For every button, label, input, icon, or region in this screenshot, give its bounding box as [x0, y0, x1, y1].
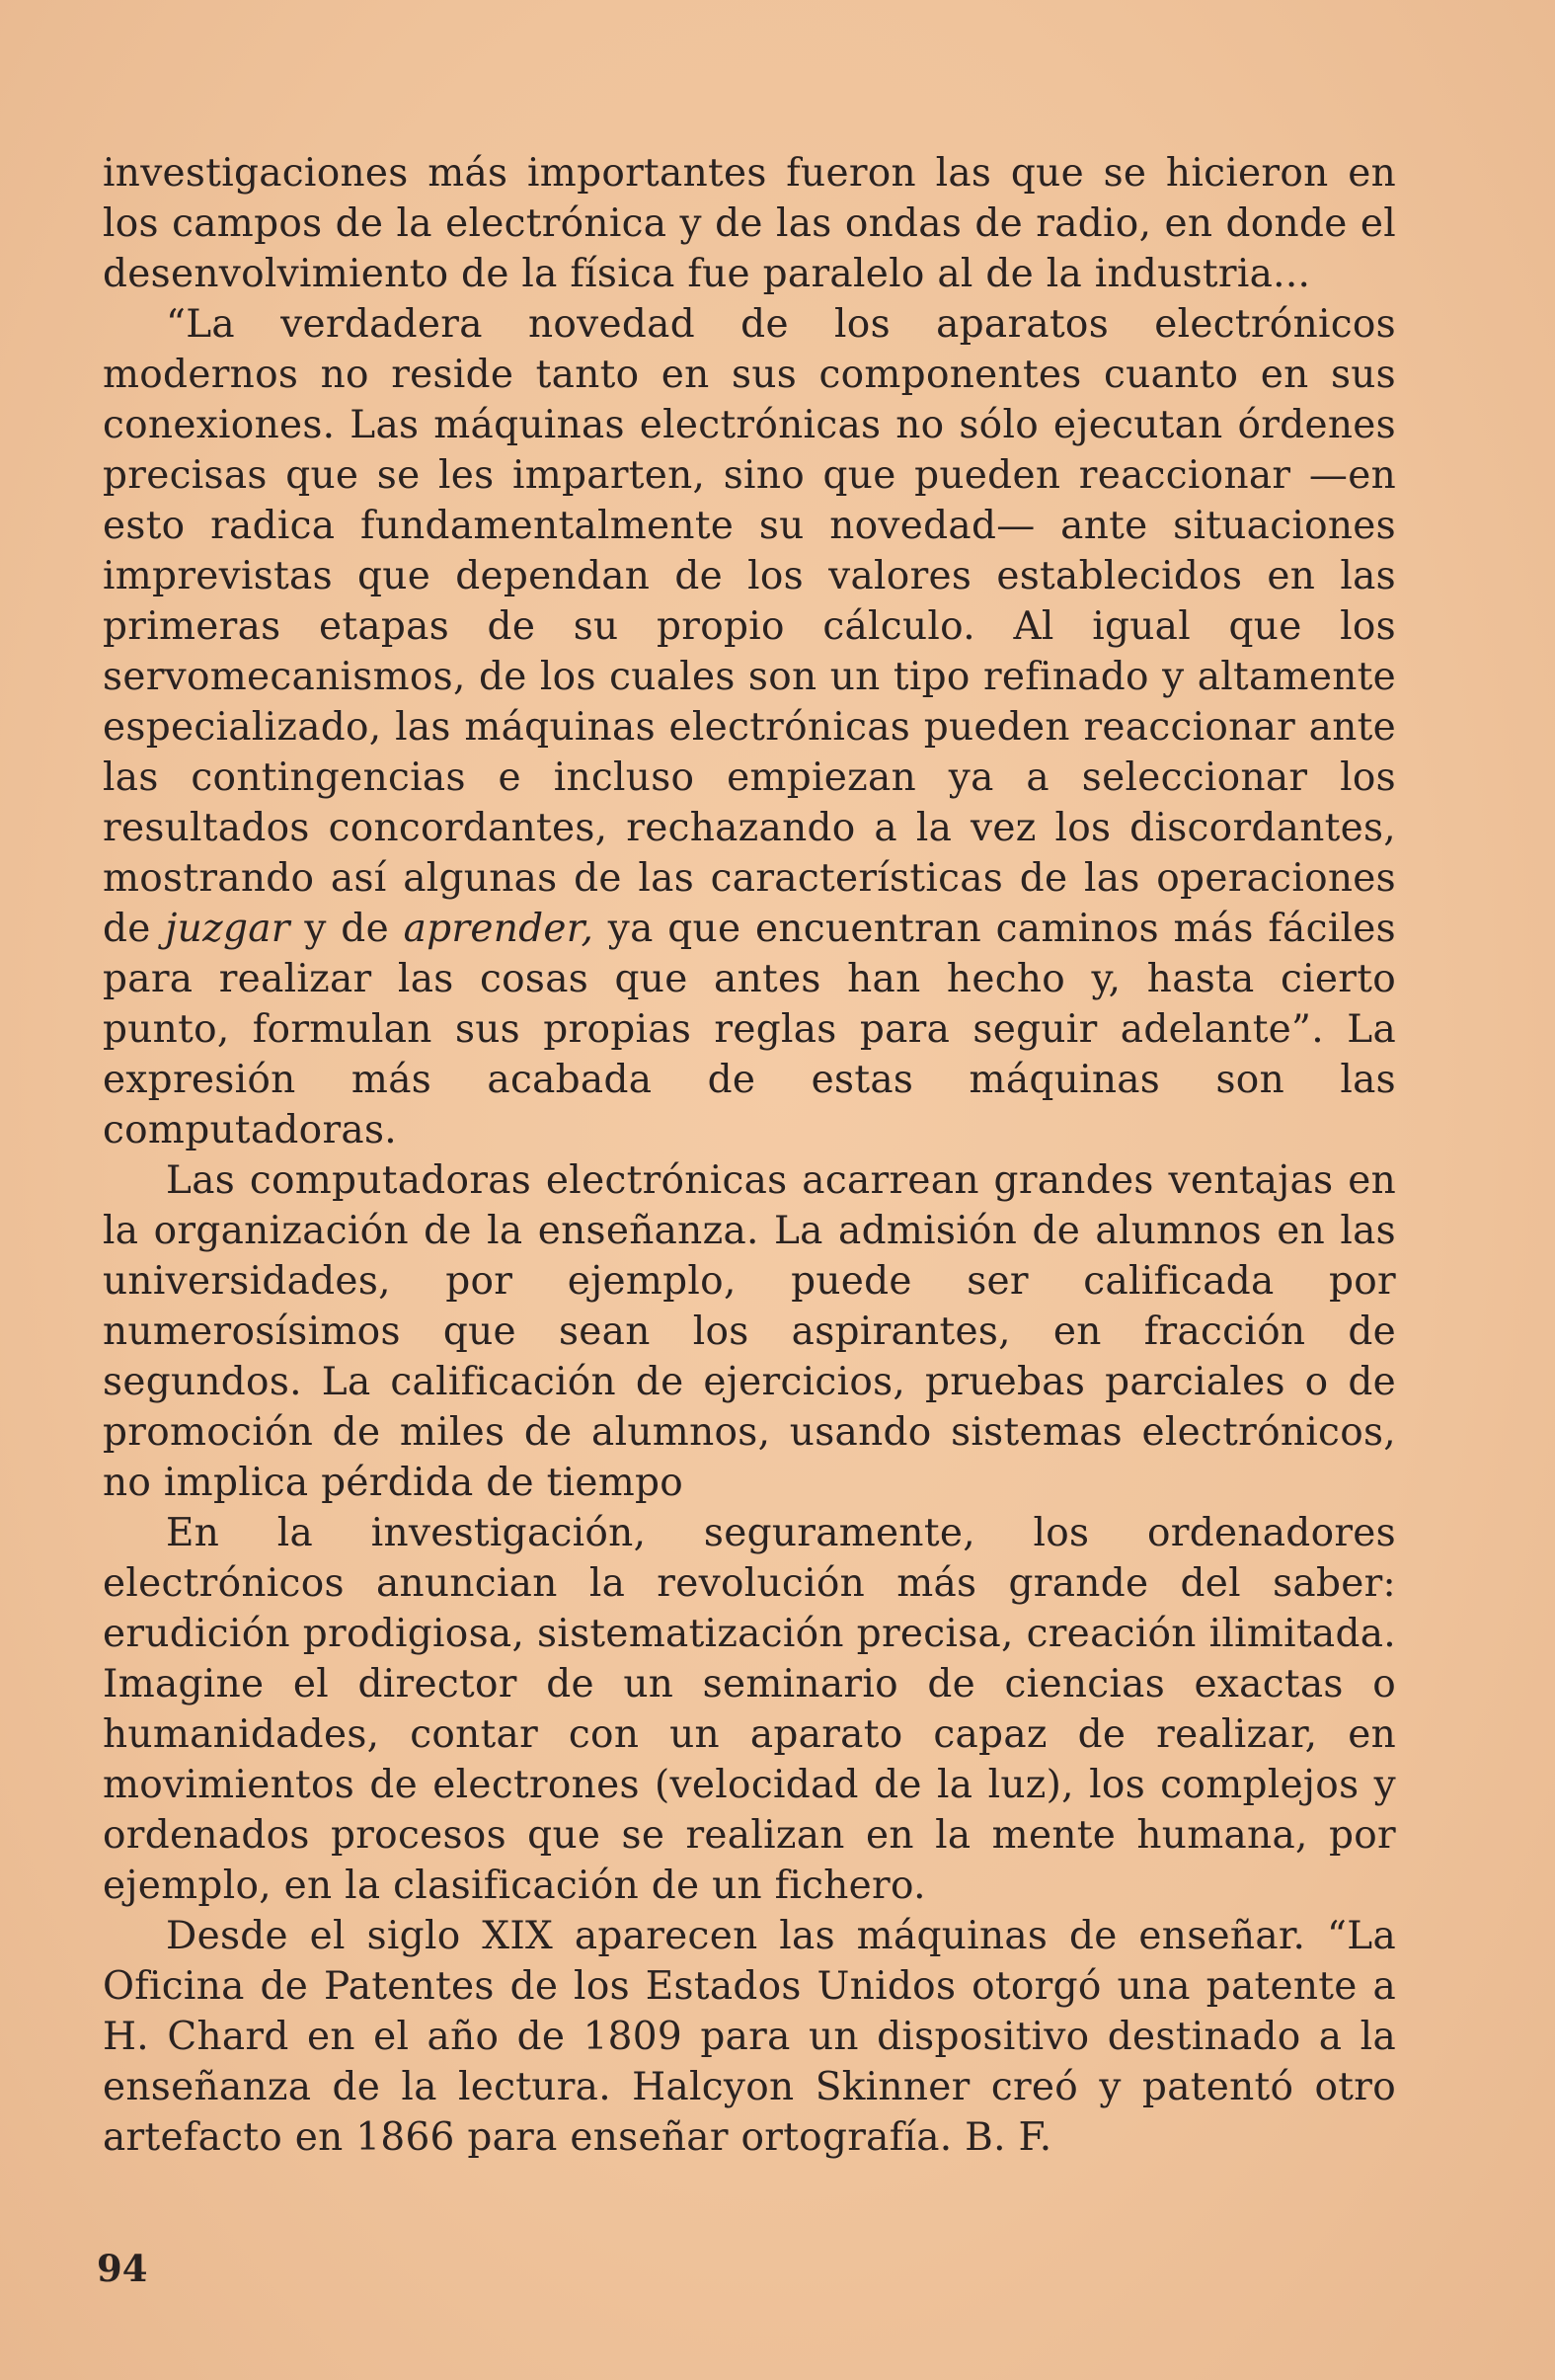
paragraph-5 [103, 1911, 1396, 2163]
body-text [103, 148, 1396, 2163]
paragraph-4 [103, 1508, 1396, 1911]
paragraph-1 [103, 148, 1396, 299]
paragraph-3 [103, 1155, 1396, 1508]
paragraph-4-text: En la investigación, seguramente, los ordenadores electrónicos anuncian la revolución más grande del saber: erudición prodigiosa, sistematización precisa, creación ilimitada. Imagine el director de un seminario de ciencias exactas o humanidades, contar con un aparato capaz de realizar, en movimientos de electrones (velocidad de la luz), los complejos y ordenados procesos que se realizan en la mente humana, por ejemplo, en la clasificación de un fichero. [103, 1511, 1396, 1908]
paragraph-5-text: Desde el siglo XIX aparecen las máquinas de enseñar. “La Oficina de Patentes de los Estados Unidos otorgó una patente a H. Chard en el año de 1809 para un dispositivo destinado a la enseñanza de la lectura. Halcyon Skinner creó y patentó otro artefacto en 1866 para enseñar ortografía. B. F. [103, 1914, 1396, 2160]
paragraph-1-text: investigaciones más importantes fueron las que se hicieron en los campos de la electrónica y de las ondas de radio, en donde el desenvolvimiento de la física fue paralelo al de la industria... [103, 151, 1396, 296]
paragraph-2 [103, 299, 1396, 1155]
paragraph-3-text: Las computadoras electrónicas acarrean grandes ventajas en la organización de la enseñanza. La admisión de alumnos en las universidades, por ejemplo, puede ser calificada por numerosísimos que sean los aspirantes, en fracción de segundos. La calificación de ejercicios, pruebas parciales o de promoción de miles de alumnos, usando sistemas electrónicos, no implica pérdida de tiempo [103, 1158, 1396, 1505]
italic-word-juzgar: juzgar [165, 907, 290, 951]
page-number: 94 [97, 2247, 148, 2290]
paragraph-2-text-c: ya que encuentran caminos más fáciles para realizar las cosas que antes han hecho y, hasta cierto punto, formulan sus propias reglas para seguir adelante”. La expresión más acabada de estas máquinas son las computadoras. [103, 907, 1396, 1152]
paragraph-2-text-a: “La verdadera novedad de los aparatos electrónicos modernos no reside tanto en sus componentes cuanto en sus conexiones. Las máquinas electrónicas no sólo ejecutan órdenes precisas que se les imparten, sino que pueden reaccionar —en esto radica fundamentalmente su novedad— ante situaciones imprevistas que dependan de los valores establecidos en las primeras etapas de su propio cálculo. Al igual que los servomecanismos, de los cuales son un tipo refinado y altamente especializado, las máquinas electrónicas pueden reaccionar ante las contingencias e incluso empiezan ya a seleccionar los resultados concordantes, rechazando a la vez los discordantes, mostrando así algunas de las características de las operaciones de [103, 302, 1396, 951]
paragraph-2-text-b: y de [289, 907, 404, 951]
italic-word-aprender: aprender, [403, 907, 594, 951]
